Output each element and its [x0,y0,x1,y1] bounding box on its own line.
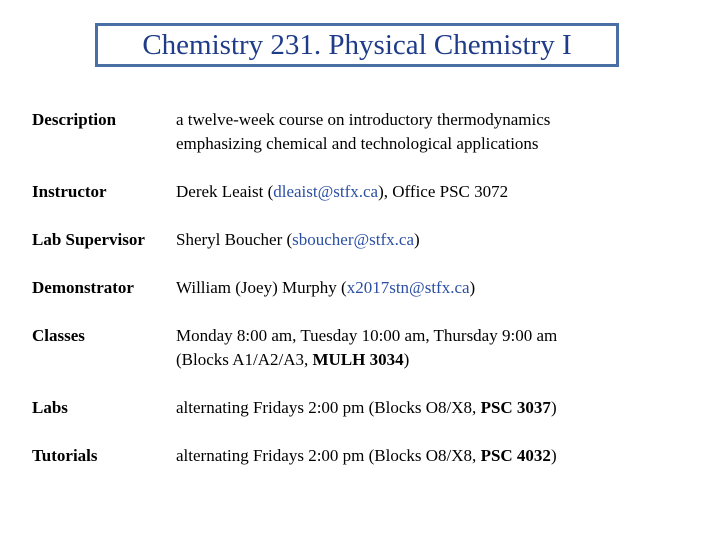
labs-room: PSC 3037 [480,398,551,417]
labs-schedule: alternating Fridays 2:00 pm (Blocks O8/X8, [176,398,481,417]
demonstrator-name: William (Joey) Murphy ( [176,278,347,297]
description-value [176,108,696,156]
demonstrator-close: ) [469,278,476,297]
classes-line-2 [176,348,696,372]
demonstrator-value [176,276,696,300]
description-label: Description [32,110,117,129]
tutorials-value [176,444,696,468]
lab-supervisor-label: Lab Supervisor [32,230,145,249]
description-line-2: emphasizing chemical and technological applications [176,134,539,153]
tutorials-close: ) [550,446,557,465]
classes-close: ) [403,350,410,369]
instructor-name: Derek Leaist ( [176,182,274,201]
instructor-label: Instructor [32,182,107,201]
instructor-value [176,180,696,204]
classes-value [176,324,696,372]
demonstrator-email-link[interactable]: x2017stn@stfx.ca [346,278,470,297]
demonstrator-label: Demonstrator [32,278,134,297]
page-title: Chemistry 231. Physical Chemistry I [142,28,572,61]
instructor-email-link[interactable]: dleaist@stfx.ca [273,182,379,201]
tutorials-label: Tutorials [32,446,98,465]
classes-blocks: (Blocks A1/A2/A3, [176,350,313,369]
classes-label: Classes [32,326,85,345]
tutorials-schedule: alternating Fridays 2:00 pm (Blocks O8/X8, [176,446,481,465]
lab-supervisor-value [176,228,696,252]
description-line-1: a twelve-week course on introductory thermodynamics [176,110,551,129]
tutorials-room: PSC 4032 [480,446,551,465]
classes-room: MULH 3034 [312,350,404,369]
lab-supervisor-name: Sheryl Boucher ( [176,230,293,249]
lab-supervisor-email-link[interactable]: sboucher@stfx.ca [292,230,415,249]
labs-value [176,396,696,420]
labs-label: Labs [32,398,68,417]
labs-close: ) [550,398,557,417]
lab-supervisor-close: ) [414,230,420,249]
classes-line-1: Monday 8:00 am, Tuesday 10:00 am, Thursday 9:00 am [176,326,558,345]
instructor-office: ), Office PSC 3072 [378,182,509,201]
title-box [95,23,619,67]
